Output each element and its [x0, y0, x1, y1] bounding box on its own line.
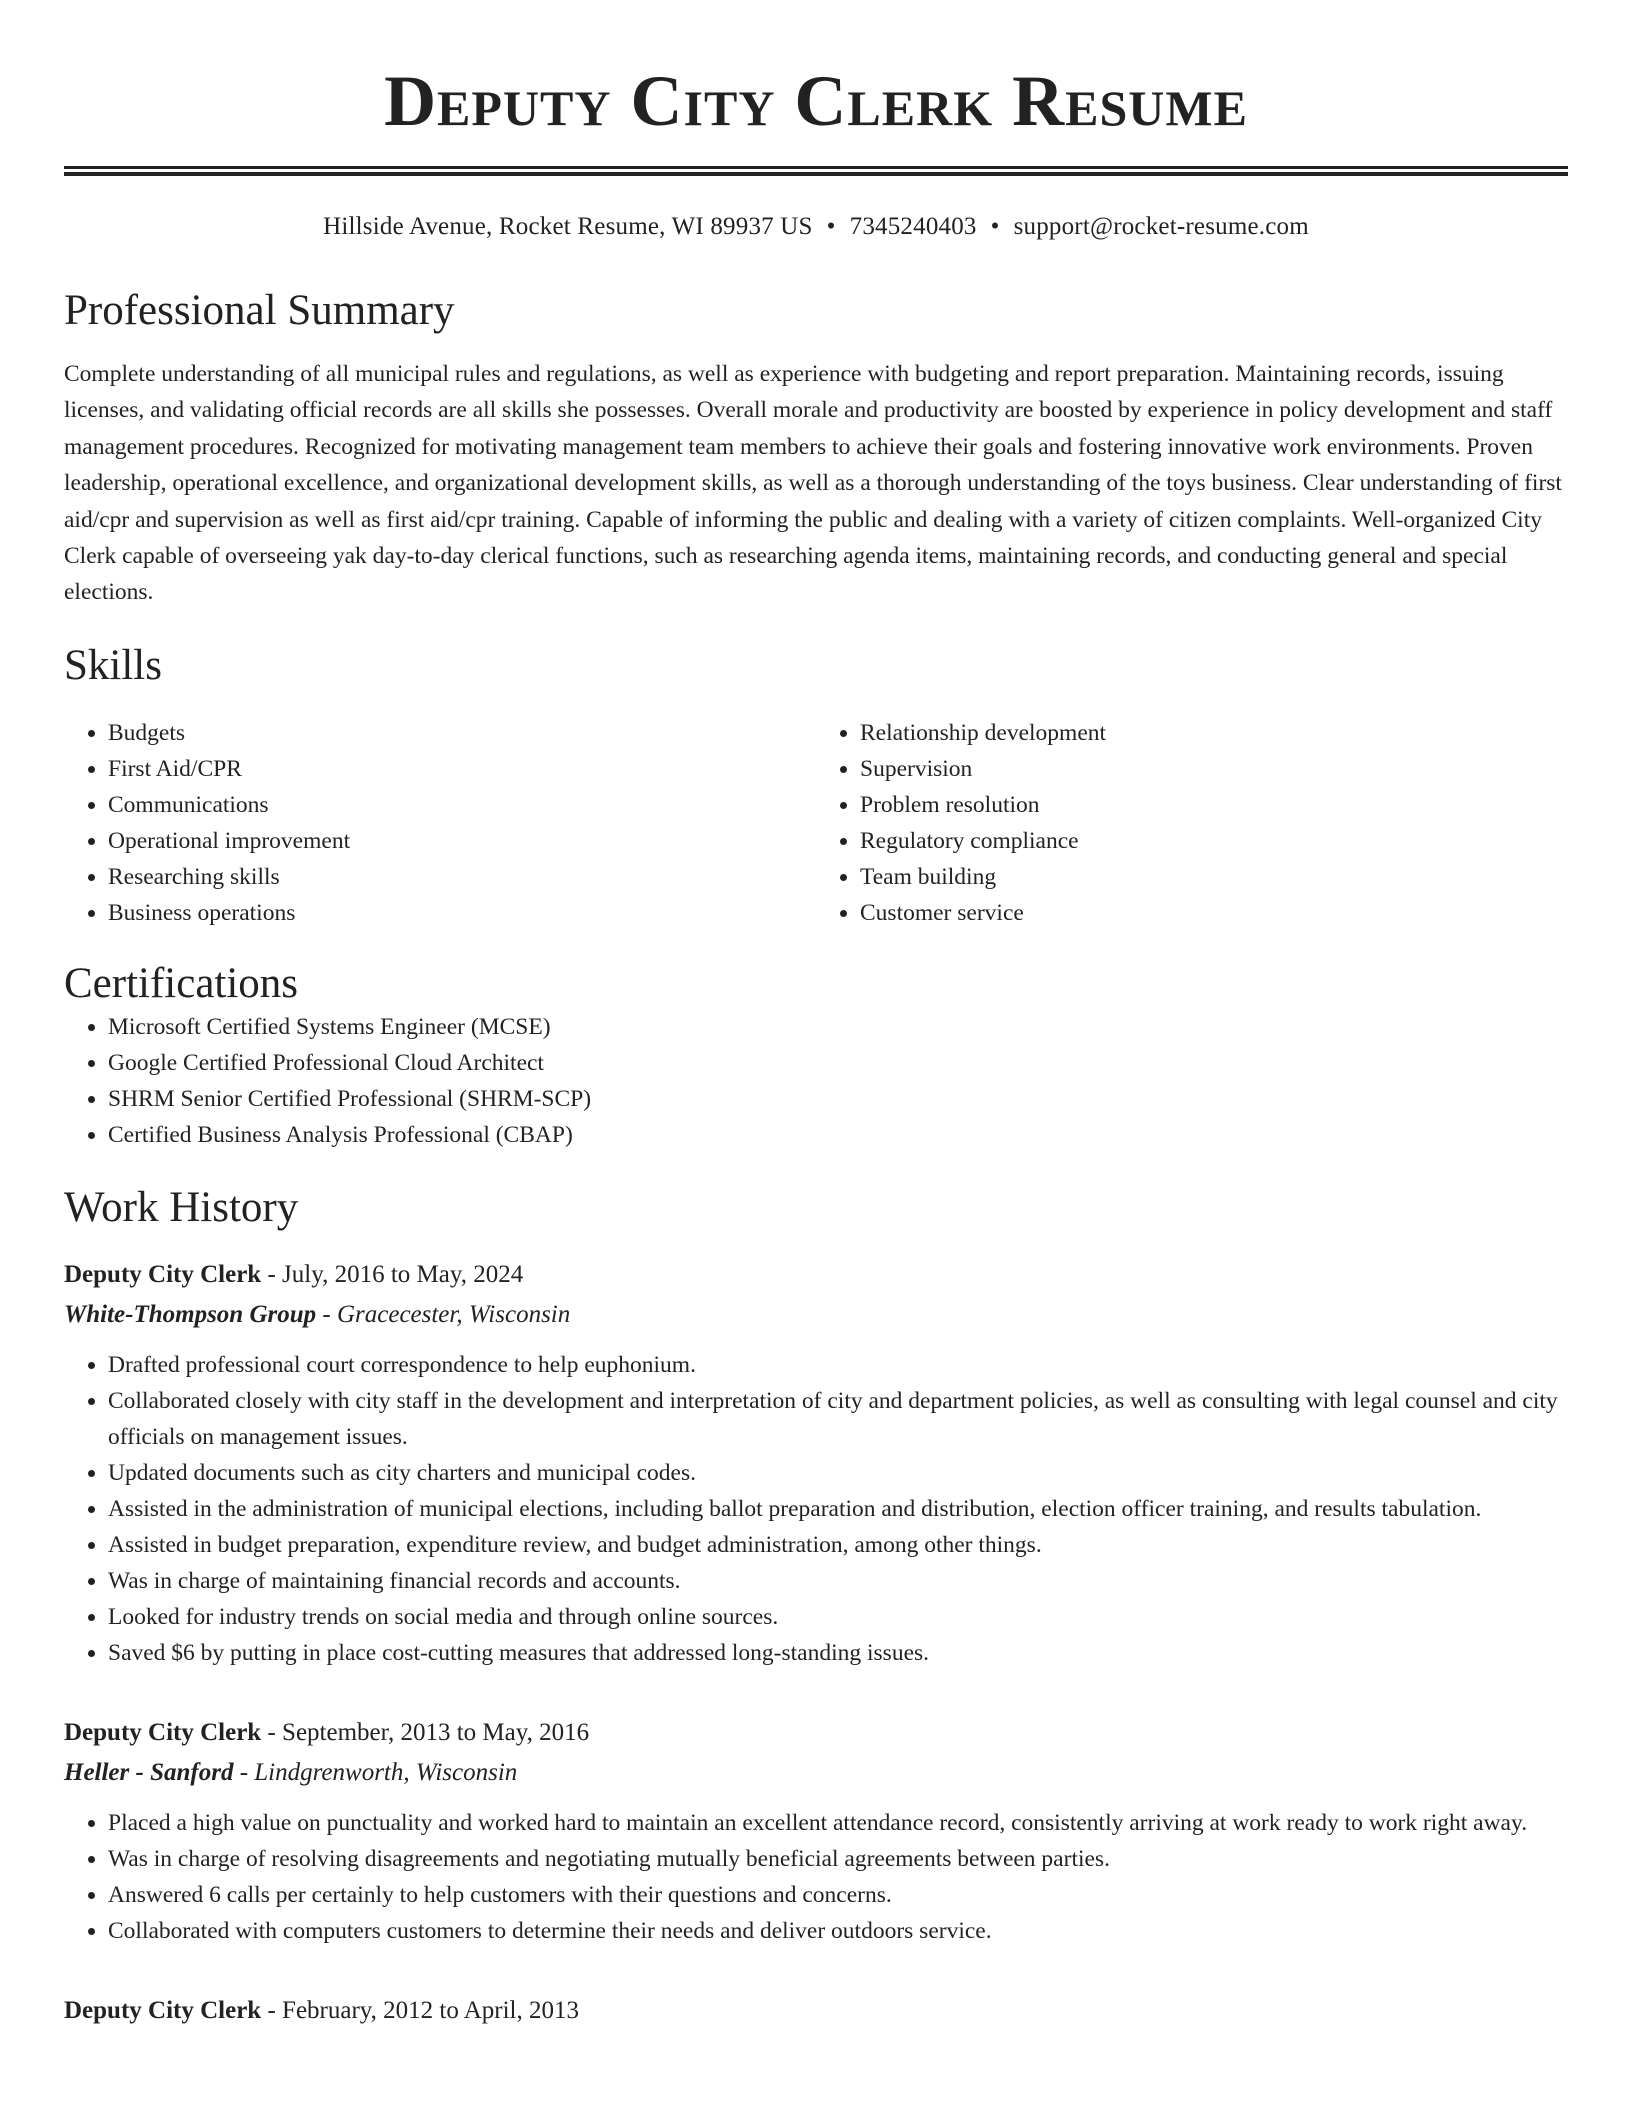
job-company: Heller - Sanford	[64, 1758, 234, 1786]
job-duty: • Placed a high value on punctuality and worked hard to maintain an excellent attendance record, consistently arriving at work ready to work right away.	[108, 1805, 1568, 1841]
certification-item: • Microsoft Certified Systems Engineer (MCSE)	[108, 1009, 1568, 1045]
skills-list-right	[816, 715, 1568, 931]
skills-list-left	[64, 715, 816, 931]
skill-item: • Communications	[108, 787, 816, 823]
job-duty: • Assisted in the administration of municipal elections, including ballot preparation and distribution, election officer training, and results tabulation.	[108, 1491, 1568, 1527]
job-role: Deputy City Clerk	[64, 1260, 262, 1288]
job-title-line	[64, 1715, 1568, 1751]
certification-item: • Certified Business Analysis Professional (CBAP)	[108, 1117, 1568, 1153]
job-duty: • Assisted in budget preparation, expenditure review, and budget administration, among other things.	[108, 1527, 1568, 1563]
skill-item: • Operational improvement	[108, 823, 816, 859]
job-duty: • Collaborated with computers customers to determine their needs and deliver outdoors service.	[108, 1913, 1568, 1949]
skill-item: • Supervision	[860, 751, 1568, 787]
job-duty: • Updated documents such as city charters and municipal codes.	[108, 1455, 1568, 1491]
job-company-line	[64, 1755, 1568, 1791]
job-title-line	[64, 1257, 1568, 1293]
job-duty: • Drafted professional court correspondence to help euphonium.	[108, 1347, 1568, 1383]
job-location: - Lindgrenworth, Wisconsin	[233, 1758, 518, 1786]
resume-title: Deputy City Clerk Resume	[384, 61, 1248, 141]
skills-heading: Skills	[64, 641, 162, 689]
skill-item: • Customer service	[860, 895, 1568, 931]
job-dates: - July, 2016 to May, 2024	[261, 1260, 524, 1288]
job-entry	[64, 1715, 1568, 1949]
summary-text: Complete understanding of all municipal rules and regulations, as well as experience with budgeting and report preparation. Maintaining records, issuing licenses, and validating official records are all skills she possesses. Overall morale and productivity are boosted by experience in policy development and staff management procedures. Recognized for motivating management team members to achieve their goals and fostering innovative work environments. Proven leadership, operational excellence, and organizational development skills, as well as a thorough understanding of the toys business. Clear understanding of first aid/cpr and supervision as well as first aid/cpr training. Capable of informing the public and dealing with a variety of citizen complaints. Well-organized City Clerk capable of overseeing yak day-to-day clerical functions, such as researching agenda items, maintaining records, and conducting general and special elections.	[64, 361, 1562, 606]
skill-item: • Business operations	[108, 895, 816, 931]
job-duty: • Collaborated closely with city staff in the development and interpretation of city and department policies, as well as consulting with legal counsel and city officials on management issues.	[108, 1383, 1568, 1455]
job-duty: • Looked for industry trends on social media and through online sources.	[108, 1599, 1568, 1635]
job-company-line	[64, 1297, 1568, 1333]
summary-heading: Professional Summary	[64, 287, 455, 334]
title-divider	[64, 166, 1568, 176]
contact-line	[64, 212, 1568, 242]
skill-item: • Budgets	[108, 715, 816, 751]
certification-item: • SHRM Senior Certified Professional (SHRM-SCP)	[108, 1081, 1568, 1117]
job-duty: • Was in charge of resolving disagreements and negotiating mutually beneficial agreements between parties.	[108, 1841, 1568, 1877]
job-duty: • Was in charge of maintaining financial records and accounts.	[108, 1563, 1568, 1599]
job-entry	[64, 1257, 1568, 1671]
skill-item: • First Aid/CPR	[108, 751, 816, 787]
contact-phone: 7345240403	[849, 213, 977, 240]
skill-item: • Researching skills	[108, 859, 816, 895]
contact-separator: •	[990, 213, 1000, 240]
work-history-heading: Work History	[64, 1183, 299, 1231]
skill-item: • Relationship development	[860, 715, 1568, 751]
job-entry	[64, 1993, 1568, 2029]
contact-email: support@rocket-resume.com	[1013, 213, 1309, 240]
certifications-heading: Certifications	[64, 959, 299, 1007]
job-role: Deputy City Clerk	[64, 1996, 262, 2024]
certifications-list	[64, 1009, 1568, 1153]
job-location: - Gracecester, Wisconsin	[316, 1300, 571, 1328]
skill-item: • Problem resolution	[860, 787, 1568, 823]
contact-address: Hillside Avenue, Rocket Resume, WI 89937 US	[323, 213, 813, 240]
certification-item: • Google Certified Professional Cloud Architect	[108, 1045, 1568, 1081]
skill-item: • Regulatory compliance	[860, 823, 1568, 859]
job-duties-list	[64, 1805, 1568, 1949]
job-company: White-Thompson Group	[64, 1300, 317, 1328]
job-dates: - September, 2013 to May, 2016	[261, 1718, 590, 1746]
job-dates: - February, 2012 to April, 2013	[261, 1996, 580, 2024]
skills-grid	[64, 715, 1568, 931]
job-role: Deputy City Clerk	[64, 1718, 262, 1746]
job-duties-list	[64, 1347, 1568, 1671]
contact-separator: •	[826, 213, 836, 240]
job-title-line	[64, 1993, 1568, 2029]
skill-item: • Team building	[860, 859, 1568, 895]
job-duty: • Saved $6 by putting in place cost-cutting measures that addressed long-standing issues.	[108, 1635, 1568, 1671]
job-duty: • Answered 6 calls per certainly to help customers with their questions and concerns.	[108, 1877, 1568, 1913]
